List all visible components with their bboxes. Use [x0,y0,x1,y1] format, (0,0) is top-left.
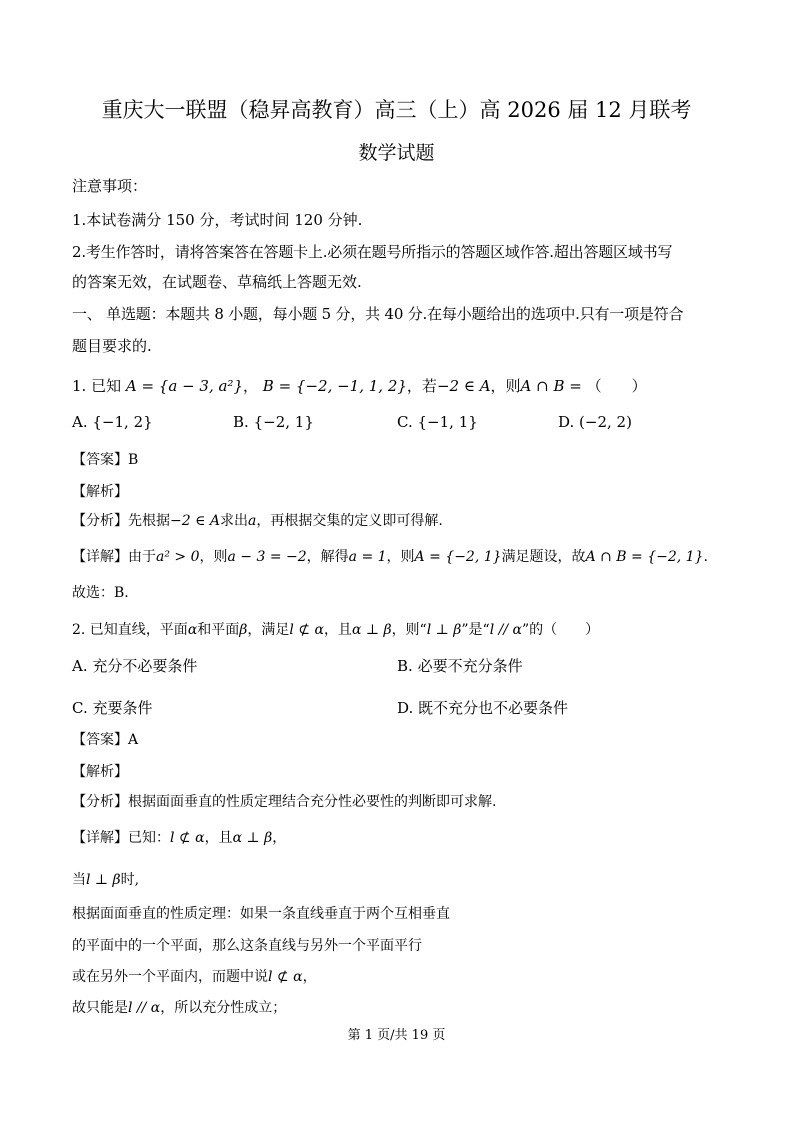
q2-p4: ，满足 [247,622,290,638]
q1-xj-m2: a − 3 = −2 [227,549,307,565]
q1-option-c [397,412,478,432]
q2-thm3-prefix: 或在另外一个平面内，而题中说 [72,969,268,985]
q1-xj-t5: . [703,549,708,565]
q1-option-d [558,412,632,432]
q1-condition: −2 ∈ A [436,377,491,395]
q1-set-b: B = {−2, −1, 1, 2} [262,377,407,395]
q2-option-a [72,656,197,676]
notes-item-2-line-2: 的答案无效，在试题卷、草稿纸上答题无效. [72,273,362,291]
q1-ask-prefix: ，则 [490,377,521,395]
page-title: 重庆大一联盟（稳昇高教育）高三（上）高 2026 届 12 月联考 [101,98,692,122]
q1-xj-m4: A = {−2, 1} [414,549,502,565]
q1-xj-t3: ，则 [386,549,415,565]
page-number: 第 1 页/共 19 页 [347,1028,446,1043]
q2-theorem-line-2: 的平面中的一个平面，那么这条直线与另外一个平面平行 [72,938,422,954]
q2-option-b [397,656,523,676]
q2-thm4-math: l // α [128,1000,161,1016]
q2-p1: 2. 已知直线 [72,622,146,638]
q1-cond-prefix: ，若 [406,377,437,395]
q2-alpha: α [187,622,198,638]
q2-xj-t1: ，且 [204,830,233,846]
notes-item-1: 1.本试卷满分 150 分，考试时间 120 分钟. [72,211,363,229]
q1-prefix: 1. 已知 [72,377,122,395]
q2-p5: ，且 [323,622,352,638]
q1-ask: A ∩ B = [520,377,582,395]
q1-xj-m3: a = 1 [348,549,387,565]
option-value: 充要条件 [92,699,153,717]
q1-fenxi-mid: 求出 [220,513,249,529]
q2-thm3-suffix: ， [302,969,317,985]
q1-fenxi [72,511,443,531]
q1-fenxi-math: −2 ∈ A [170,513,221,529]
option-value: (−2, 2) [579,413,632,431]
option-label: B. [233,413,249,431]
q1-xj-t4: 满足题设，故 [501,549,586,565]
question-1-stem [72,376,647,396]
q1-fenxi-var: a [248,513,257,529]
option-label: D. [397,699,414,717]
q1-option-a [72,412,153,432]
q2-theorem-line-4 [72,998,286,1018]
q2-thm4-suffix: ，所以充分性成立； [160,1000,287,1016]
q2-m1: l ⊄ α [289,622,324,638]
q2-option-d [397,698,568,718]
q2-p3: 和平面 [197,622,240,638]
q2-theorem-line-3 [72,967,317,987]
q1-paren: （ ） [586,377,647,395]
q2-xj-prefix: 【详解】已知： [72,830,170,846]
q2-theorem-line-1: 根据面面垂直的性质定理：如果一条直线垂直于两个互相垂直 [72,906,450,922]
q2-analysis-tag: 【解析】 [72,764,128,780]
q2-beta: β [239,622,248,638]
option-label: D. [558,413,575,431]
q2-fenxi: 【分析】根据面面垂直的性质定理结合充分性必要性的判断即可求解. [72,794,497,810]
q1-sep: ， [242,377,258,395]
q1-option-b [233,412,314,432]
q2-answer: 【答案】A [72,732,139,748]
q1-xj-m1: a² > 0 [156,549,200,565]
q1-xj-t1: ，则 [199,549,228,565]
q2-p6: ，则“ [391,622,427,638]
q2-p8: ”的（ ） [521,622,600,638]
q2-xj-m2: α ⊥ β [232,830,273,846]
q1-fenxi-suffix: ，再根据交集的定义即可得解. [256,513,443,529]
option-label: C. [397,413,413,431]
q2-when-suffix: 时, [120,872,140,888]
q1-answer: 【答案】B [72,452,139,468]
q2-when [72,870,139,890]
option-value: {−1, 2} [92,413,153,431]
option-label: B. [397,657,413,675]
option-value: {−1, 1} [417,413,478,431]
option-value: {−2, 1} [253,413,314,431]
option-value: 必要不充分条件 [417,657,523,675]
q1-select: 故选：B. [72,585,129,601]
q1-xj-prefix: 【详解】由于 [72,549,156,565]
q2-m3: l ⊥ β [426,622,462,638]
q2-xiangjie [72,828,286,848]
notes-heading: 注意事项： [72,177,148,195]
option-value: 充分不必要条件 [92,657,198,675]
q2-when-prefix: 当 [72,872,86,888]
question-2-stem [72,620,599,640]
q2-xj-m1: l ⊄ α [170,830,205,846]
q2-when-math: l ⊥ β [86,872,121,888]
q1-set-a: A = {a − 3, a²} [125,377,243,395]
option-label: C. [72,699,88,717]
section-heading-line-2: 题目要求的. [72,337,152,355]
q1-analysis-tag: 【解析】 [72,484,128,500]
option-label: A. [72,657,88,675]
q1-xj-t2: ，解得 [306,549,349,565]
page-subtitle: 数学试题 [358,142,435,164]
section-heading-line-1: 一、 单选题：本题共 8 小题，每小题 5 分，共 40 分.在每小题给出的选项中.只有一项是符合 [72,305,684,323]
q1-xiangjie [72,547,708,567]
q1-fenxi-prefix: 【分析】先根据 [72,513,170,529]
q2-m2: α ⊥ β [351,622,392,638]
option-label: A. [72,413,88,431]
notes-item-2-line-1: 2.考生作答时，请将答案答在答题卡上.必须在题号所指示的答题区域作答.超出答题区域书写 [72,243,673,261]
q2-m4: l // α [489,622,522,638]
q2-thm3-math: l ⊄ α [268,969,303,985]
q2-p2: ，平面 [145,622,188,638]
q2-xj-t2: ， [272,830,287,846]
option-value: 既不充分也不必要条件 [418,699,569,717]
q1-xj-m5: A ∩ B = {−2, 1} [585,549,704,565]
q2-thm4-prefix: 故只能是 [72,1000,128,1016]
q2-p7: ”是“ [461,622,490,638]
q2-option-c [72,698,153,718]
